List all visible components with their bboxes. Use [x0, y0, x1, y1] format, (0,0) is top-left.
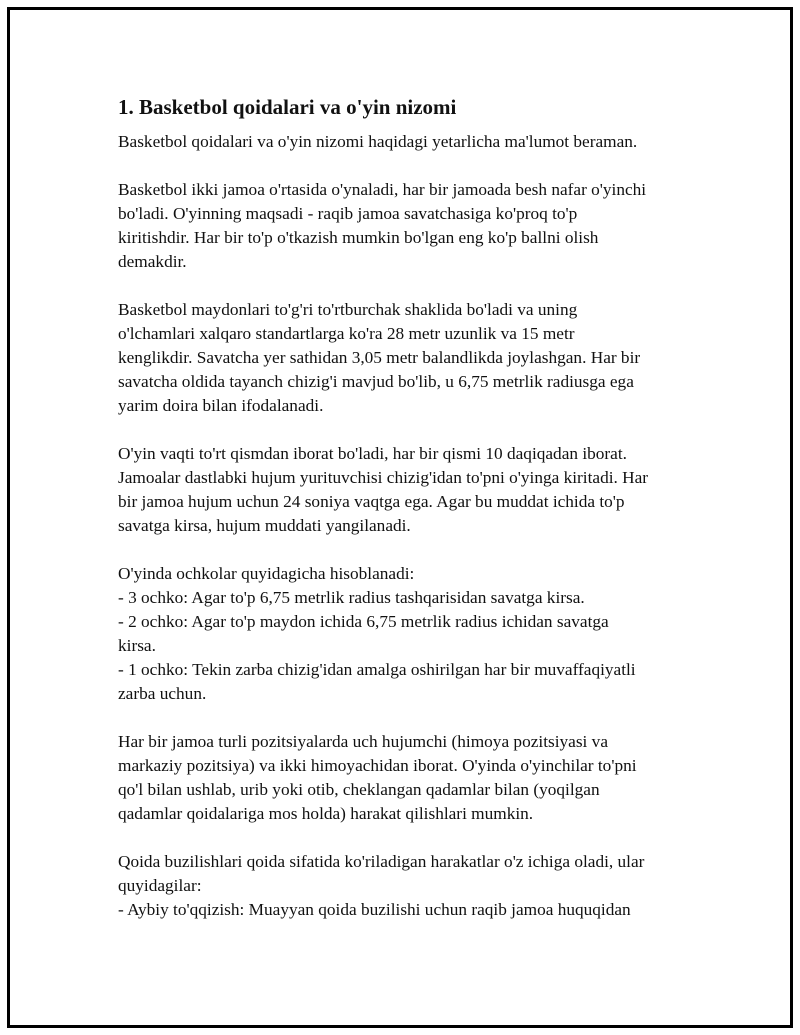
- text-line: bir jamoa hujum uchun 24 soniya vaqtga ega. Agar bu muddat ichida to'p: [118, 492, 625, 511]
- text-line: kirsa.: [118, 636, 156, 655]
- text-line: O'yinda ochkolar quyidagicha hisoblanadi:: [118, 564, 415, 583]
- text-line: - 1 ochko: Tekin zarba chizig'idan amalga oshirilgan har bir muvaffaqiyatli: [118, 660, 636, 679]
- paragraph: [118, 442, 698, 538]
- text-line: quyidagilar:: [118, 876, 202, 895]
- paragraph: [118, 178, 698, 274]
- text-line: bo'ladi. O'yinning maqsadi - raqib jamoa savatchasiga ko'proq to'p: [118, 204, 578, 223]
- text-line: zarba uchun.: [118, 684, 207, 703]
- section-title: 1. Basketbol qoidalari va o'yin nizomi: [118, 95, 457, 119]
- paragraph: [118, 562, 698, 706]
- paragraph: [118, 730, 698, 826]
- text-line: - 3 ochko: Agar to'p 6,75 metrlik radius tashqarisidan savatga kirsa.: [118, 588, 585, 607]
- paragraph: [118, 130, 698, 154]
- paragraph: [118, 298, 698, 418]
- text-line: kenglikdir. Savatcha yer sathidan 3,05 metr balandlikda joylashgan. Har bir: [118, 348, 641, 367]
- text-line: savatcha oldida tayanch chizig'i mavjud bo'lib, u 6,75 metrlik radiusga ega: [118, 372, 634, 391]
- document-body: [118, 93, 698, 946]
- text-line: O'yin vaqti to'rt qismdan iborat bo'ladi, har bir qismi 10 daqiqadan iborat.: [118, 444, 627, 463]
- text-line: Har bir jamoa turli pozitsiyalarda uch hujumchi (himoya pozitsiyasi va: [118, 732, 608, 751]
- text-line: Qoida buzilishlari qoida sifatida ko'riladigan harakatlar o'z ichiga oladi, ular: [118, 852, 645, 871]
- text-line: Basketbol ikki jamoa o'rtasida o'ynaladi, har bir jamoada besh nafar o'yinchi: [118, 180, 647, 199]
- text-line: qo'l bilan ushlab, urib yoki otib, cheklangan qadamlar bilan (yoqilgan: [118, 780, 600, 799]
- paragraph-list: [118, 130, 698, 922]
- text-line: qadamlar qoidalariga mos holda) harakat qilishlari mumkin.: [118, 804, 534, 823]
- text-line: Basketbol maydonlari to'g'ri to'rtburchak shaklida bo'ladi va uning: [118, 300, 578, 319]
- text-line: demakdir.: [118, 252, 187, 271]
- text-line: Basketbol qoidalari va o'yin nizomi haqidagi yetarlicha ma'lumot beraman.: [118, 132, 638, 151]
- paragraph: [118, 850, 698, 922]
- text-line: markaziy pozitsiya) va ikki himoyachidan iborat. O'yinda o'yinchilar to'pni: [118, 756, 637, 775]
- text-line: Jamoalar dastlabki hujum yurituvchisi chizig'idan to'pni o'yinga kiritadi. Har: [118, 468, 649, 487]
- text-line: - Aybiy to'qqizish: Muayyan qoida buzilishi uchun raqib jamoa huquqidan: [118, 900, 631, 919]
- text-line: - 2 ochko: Agar to'p maydon ichida 6,75 metrlik radius ichidan savatga: [118, 612, 609, 631]
- text-line: savatga kirsa, hujum muddati yangilanadi.: [118, 516, 411, 535]
- text-line: o'lchamlari xalqaro standartlarga ko'ra 28 metr uzunlik va 15 metr: [118, 324, 575, 343]
- text-line: kiritishdir. Har bir to'p o'tkazish mumkin bo'lgan eng ko'p ballni olish: [118, 228, 599, 247]
- text-line: yarim doira bilan ifodalanadi.: [118, 396, 324, 415]
